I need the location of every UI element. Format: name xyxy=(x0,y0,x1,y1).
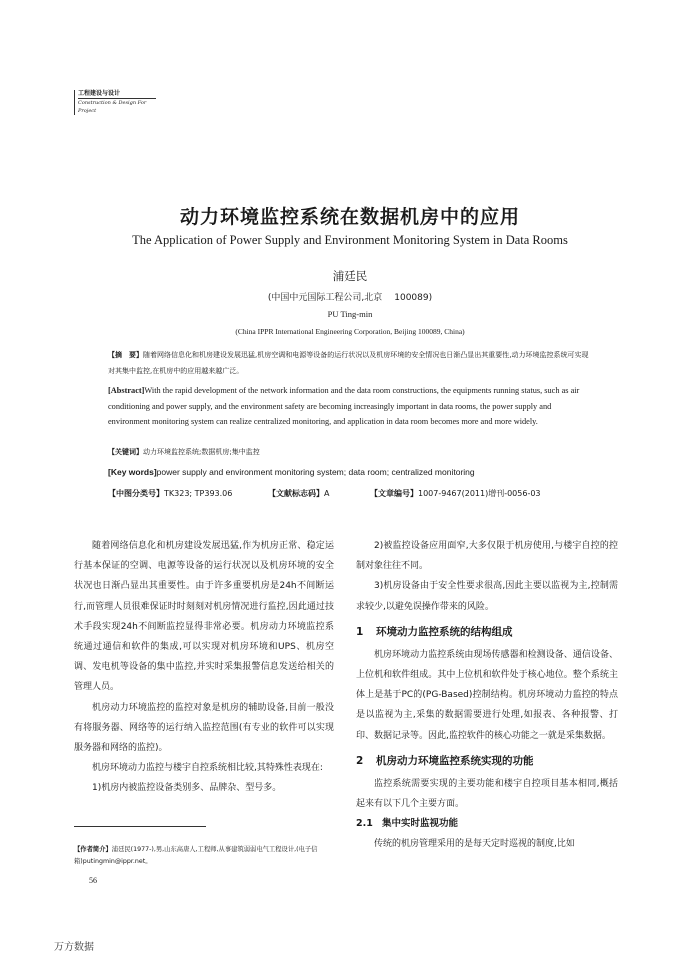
classification-row xyxy=(108,486,592,501)
section-number: 1 xyxy=(356,625,364,638)
author-name-cn: 浦廷民 xyxy=(332,269,368,283)
keywords-label-en: [Key words] xyxy=(108,467,157,477)
subsection-title: 集中实时监视功能 xyxy=(382,818,459,830)
abstract-text-cn: 随着网络信息化和机房建设发展迅猛,机房空调和电源等设备的运行状况以及机房环境的安全情况也日渐凸显出其重要性,动力环境监控系统可实现对其集中监控,在机房中的应用越来越广泛。 xyxy=(108,351,589,375)
footnote-divider xyxy=(74,826,206,827)
keywords-text-en: power supply and environment monitoring system; data room; centralized monitoring xyxy=(156,467,475,477)
body-paragraph: 2)被监控设备应用面窄,大多仅限于机房使用,与楼宇自控的控制对象往往不同。 xyxy=(356,541,618,572)
author-footnote xyxy=(74,844,334,868)
section-title: 环境动力监控系统的结构组成 xyxy=(376,625,513,638)
affiliation-text-cn: (中国中元国际工程公司,北京 xyxy=(267,293,383,303)
doc-code-value: A xyxy=(324,489,330,498)
body-paragraph: 3)机房设备由于安全性要求很高,因此主要以监视为主,控制需求较少,以避免误操作带来的风险。 xyxy=(356,581,618,612)
body-column-right xyxy=(356,536,618,855)
subsection-heading-2-1 xyxy=(356,814,618,834)
abstract-en xyxy=(108,383,592,430)
clc-number xyxy=(108,486,268,501)
journal-name-en: Construction & Design For Project xyxy=(78,98,156,115)
journal-header xyxy=(74,90,184,115)
body-paragraph: 机房环境动力监控系统由现场传感器和检测设备、通信设备、上位机和软件组成。其中上位机和软件处于核心地位。整个系统主体上是基于PC的(PG-Based)控制结构。机房环境动力监控的特点是以监视为主,采集的数据需要进行处理,如报表、各种报警、打印、数据记录等。因此,监控软件的核心功能之一就是采集数据。 xyxy=(356,649,618,741)
abstract-label-cn: 【摘 要】 xyxy=(108,351,143,359)
source-watermark: 万方数据 xyxy=(54,942,94,953)
keywords-en xyxy=(108,465,592,480)
journal-name-cn: 工程建设与设计 xyxy=(78,90,121,97)
body-column-left xyxy=(74,536,334,799)
article-number xyxy=(370,486,541,501)
subsection-number: 2.1 xyxy=(356,818,373,830)
abstract-label-en: [Abstract] xyxy=(108,386,145,395)
section-title: 机房动力环境监控系统实现的功能 xyxy=(376,754,534,767)
paper-title-cn: 动力环境监控系统在数据机房中的应用 xyxy=(179,206,520,228)
abstract-text-en: With the rapid development of the network information and the data room constructions, the equipments running status, such as air conditioning and power supply, and the environment safety are becoming increasingly important in data rooms, the power supply and environment monitoring system can realize centralized monitoring, and application in data room becomes more and more widely. xyxy=(108,386,580,426)
clc-label: 【中图分类号】 xyxy=(108,489,164,498)
footnote-label: 【作者简介】 xyxy=(74,846,112,853)
body-paragraph: 机房环境动力监控与楼宇自控系统相比较,其特殊性表现在: xyxy=(92,763,323,774)
author-affiliation-en: (China IPPR International Engineering Corporation, Beijing 100089, China) xyxy=(235,327,465,336)
section-number: 2 xyxy=(356,754,364,767)
article-number-label: 【文章编号】 xyxy=(370,489,418,498)
footnote-text: 浦廷民(1977-),男,山东高唐人,工程师,从事建筑弱弱电气工程设计,(电子信箱)putingmin@ippr.net。 xyxy=(74,846,318,865)
section-heading-1 xyxy=(356,621,618,643)
author-name-en: PU Ting-min xyxy=(327,309,373,319)
section-heading-2 xyxy=(356,750,618,772)
article-number-value: 1007-9467(2011)增刊-0056-03 xyxy=(418,489,541,498)
body-paragraph: 1)机房内被监控设备类别多、品牌杂、型号多。 xyxy=(92,783,282,794)
document-code xyxy=(268,486,370,501)
paper-title-en: The Application of Power Supply and Environment Monitoring System in Data Rooms xyxy=(132,233,568,247)
body-paragraph: 机房动力环境监控的监控对象是机房的辅助设备,目前一般没有将服务器、网络等的运行纳入监控范围(有专业的软件可以实现服务器和网络的监控)。 xyxy=(74,702,334,754)
body-paragraph: 传统的机房管理采用的是每天定时巡视的制度,比如 xyxy=(374,839,575,850)
keywords-cn xyxy=(108,445,592,460)
body-paragraph: 随着网络信息化和机房建设发展迅猛,作为机房正常、稳定运行基本保证的空调、电源等设备的运行状况以及机房环境的安全状况也日渐凸显出其重要性。由于许多重要机房是24h不间断运行,而管理人员很难保证时时刻刻对机房情况进行监控,因此通过技术手段实现24h不间断监控显得非常必要。机房动力环境监控系统通过通信和软件的集成,可以实现对机房环境和UPS、机房空调、发电机等设备的集中监控,并实时采集报警信息发送给相关的管理人员。 xyxy=(74,541,334,693)
page-number: 56 xyxy=(89,876,97,885)
affiliation-postcode-cn: 100089) xyxy=(394,293,433,303)
keywords-text-cn: 动力环境监控系统;数据机房;集中监控 xyxy=(143,448,260,456)
body-paragraph: 监控系统需要实现的主要功能和楼宇自控项目基本相同,概括起来有以下几个主要方面。 xyxy=(356,778,618,810)
keywords-label-cn: 【关键词】 xyxy=(108,448,143,456)
abstract-cn xyxy=(108,347,592,379)
doc-code-label: 【文献标志码】 xyxy=(268,489,324,498)
clc-value: TK323; TP393.06 xyxy=(164,489,233,498)
author-affiliation-cn xyxy=(0,290,700,303)
